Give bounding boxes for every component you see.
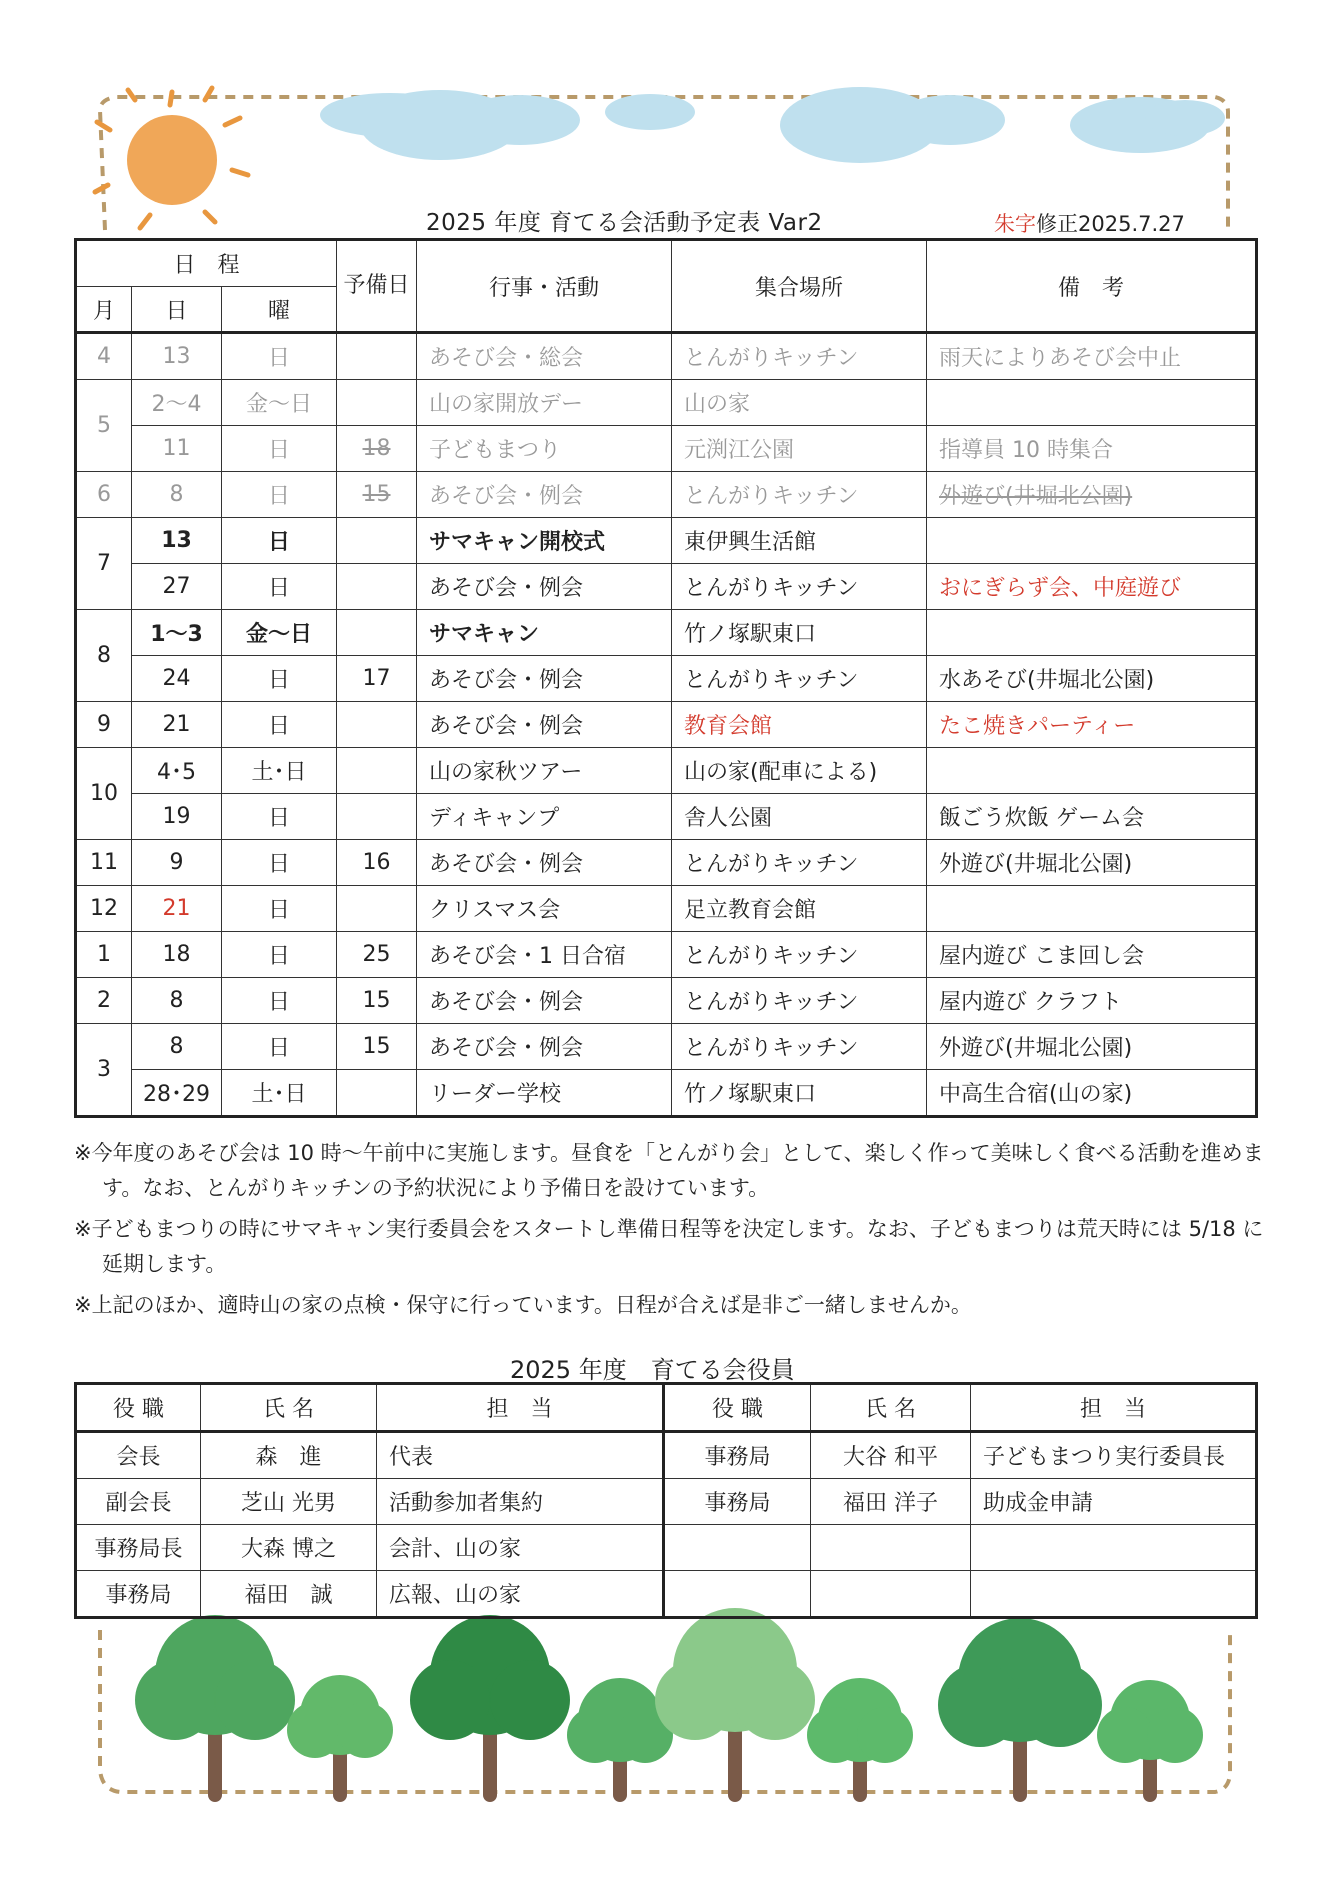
name-cell <box>811 1571 971 1618</box>
place-cell: とんがりキッチン <box>672 840 927 886</box>
day-cell: 8 <box>132 978 222 1024</box>
footnote: ※上記のほか、適時山の家の点検・保守に行っています。日程が合えば是非ご一緒しませんか。 <box>74 1293 972 1317</box>
duty-cell: 活動参加者集約 <box>377 1479 664 1525</box>
role-cell <box>664 1525 811 1571</box>
table-row <box>76 886 1257 932</box>
header-duty: 担 当 <box>377 1384 664 1432</box>
header-event: 行事・活動 <box>417 240 672 333</box>
day-cell: 28･29 <box>132 1070 222 1117</box>
table-row <box>76 932 1257 978</box>
event-cell: あそび会・例会 <box>417 840 672 886</box>
name-cell: 福田 誠 <box>201 1571 377 1618</box>
duty-cell: 広報、山の家 <box>377 1571 664 1618</box>
event-cell: あそび会・例会 <box>417 564 672 610</box>
weekday-cell: 金〜日 <box>222 610 337 656</box>
sun-icon <box>95 88 248 228</box>
name-cell: 福田 洋子 <box>811 1479 971 1525</box>
day-cell: 21 <box>132 702 222 748</box>
note-cell: 指導員 10 時集合 <box>927 426 1257 472</box>
header-place: 集合場所 <box>672 240 927 333</box>
name-cell: 大谷 和平 <box>811 1432 971 1479</box>
revision-red-label: 朱字 <box>994 212 1036 236</box>
reserve-cell <box>337 886 417 932</box>
note-cell <box>927 610 1257 656</box>
officers-title: 2025 年度 育てる会役員 <box>510 1356 795 1384</box>
day-cell: 9 <box>132 840 222 886</box>
header-name: 氏 名 <box>811 1384 971 1432</box>
duty-cell: 代表 <box>377 1432 664 1479</box>
event-cell: サマキャン <box>417 610 672 656</box>
place-cell: 舎人公園 <box>672 794 927 840</box>
event-cell: 子どもまつり <box>417 426 672 472</box>
event-cell: サマキャン開校式 <box>417 518 672 564</box>
weekday-cell: 日 <box>222 472 337 518</box>
event-cell: ディキャンプ <box>417 794 672 840</box>
weekday-cell: 土･日 <box>222 1070 337 1117</box>
day-cell: 24 <box>132 656 222 702</box>
weekday-cell: 日 <box>222 886 337 932</box>
weekday-cell: 日 <box>222 333 337 380</box>
table-row <box>76 1571 1257 1618</box>
header-month: 月 <box>76 287 132 333</box>
weekday-cell: 日 <box>222 794 337 840</box>
table-row <box>76 1525 1257 1571</box>
reserve-cell <box>337 702 417 748</box>
note-cell: 外遊び(井堀北公園) <box>927 472 1257 518</box>
place-cell: とんがりキッチン <box>672 932 927 978</box>
header-reserve: 予備日 <box>337 240 417 333</box>
reserve-cell <box>337 518 417 564</box>
place-cell: 山の家 <box>672 380 927 426</box>
note-cell: 屋内遊び クラフト <box>927 978 1257 1024</box>
day-cell: 11 <box>132 426 222 472</box>
weekday-cell: 日 <box>222 518 337 564</box>
header-day: 日 <box>132 287 222 333</box>
duty-cell: 助成金申請 <box>971 1479 1257 1525</box>
day-cell: 8 <box>132 472 222 518</box>
duty-cell: 子どもまつり実行委員長 <box>971 1432 1257 1479</box>
footnote: ※今年度のあそび会は 10 時〜午前中に実施します。昼食を「とんがり会」として、楽しく作って美味しく食べる活動を進めます。なお、とんがりキッチンの予約状況により予備日を設けています。 <box>74 1141 1264 1200</box>
table-row <box>76 564 1257 610</box>
table-row <box>76 1479 1257 1525</box>
day-cell: 1〜3 <box>132 610 222 656</box>
note-cell: 外遊び(井堀北公園) <box>927 840 1257 886</box>
event-cell: あそび会・例会 <box>417 656 672 702</box>
note-cell <box>927 886 1257 932</box>
month-cell: 7 <box>76 518 132 610</box>
place-cell: とんがりキッチン <box>672 333 927 380</box>
name-cell <box>811 1525 971 1571</box>
table-row <box>76 1024 1257 1070</box>
header-role: 役 職 <box>664 1384 811 1432</box>
day-cell: 2〜4 <box>132 380 222 426</box>
reserve-cell: 16 <box>337 840 417 886</box>
name-cell: 森 進 <box>201 1432 377 1479</box>
table-row <box>76 794 1257 840</box>
month-cell: 3 <box>76 1024 132 1117</box>
reserve-cell <box>337 333 417 380</box>
day-cell: 18 <box>132 932 222 978</box>
header-duty: 担 当 <box>971 1384 1257 1432</box>
month-cell: 6 <box>76 472 132 518</box>
weekday-cell: 金〜日 <box>222 380 337 426</box>
event-cell: あそび会・例会 <box>417 472 672 518</box>
name-cell: 大森 博之 <box>201 1525 377 1571</box>
revision-date: 修正2025.7.27 <box>1036 212 1185 236</box>
event-cell: 山の家秋ツアー <box>417 748 672 794</box>
day-cell: 13 <box>132 333 222 380</box>
place-cell: 東伊興生活館 <box>672 518 927 564</box>
note-cell: おにぎらず会、中庭遊び <box>927 564 1257 610</box>
day-cell: 21 <box>132 886 222 932</box>
event-cell: あそび会・例会 <box>417 702 672 748</box>
reserve-cell: 25 <box>337 932 417 978</box>
event-cell: あそび会・例会 <box>417 1024 672 1070</box>
month-cell: 9 <box>76 702 132 748</box>
table-row <box>76 333 1257 380</box>
role-cell: 事務局長 <box>76 1525 201 1571</box>
note-cell: 屋内遊び こま回し会 <box>927 932 1257 978</box>
place-cell: 竹ノ塚駅東口 <box>672 610 927 656</box>
footnote: ※子どもまつりの時にサマキャン実行委員会をスタートし準備日程等を決定します。なお、子どもまつりは荒天時には 5/18 に延期します。 <box>74 1217 1264 1276</box>
month-cell: 10 <box>76 748 132 840</box>
place-cell: とんがりキッチン <box>672 1024 927 1070</box>
reserve-cell: 15 <box>337 472 417 518</box>
duty-cell: 会計、山の家 <box>377 1525 664 1571</box>
weekday-cell: 日 <box>222 656 337 702</box>
weekday-cell: 日 <box>222 978 337 1024</box>
schedule-table <box>74 238 1258 1118</box>
table-row <box>76 610 1257 656</box>
event-cell: あそび会・1 日合宿 <box>417 932 672 978</box>
weekday-cell: 日 <box>222 932 337 978</box>
role-cell <box>664 1571 811 1618</box>
place-cell: とんがりキッチン <box>672 472 927 518</box>
role-cell: 事務局 <box>664 1432 811 1479</box>
event-cell: 山の家開放デー <box>417 380 672 426</box>
event-cell: あそび会・総会 <box>417 333 672 380</box>
weekday-cell: 日 <box>222 840 337 886</box>
month-cell: 2 <box>76 978 132 1024</box>
duty-cell <box>971 1525 1257 1571</box>
weekday-cell: 日 <box>222 564 337 610</box>
reserve-cell <box>337 380 417 426</box>
weekday-cell: 日 <box>222 426 337 472</box>
note-cell: 水あそび(井堀北公園) <box>927 656 1257 702</box>
weekday-cell: 日 <box>222 1024 337 1070</box>
table-row <box>76 702 1257 748</box>
reserve-cell <box>337 748 417 794</box>
table-row <box>76 1432 1257 1479</box>
header-notes: 備 考 <box>927 240 1257 333</box>
weekday-cell: 土･日 <box>222 748 337 794</box>
weekday-cell: 日 <box>222 702 337 748</box>
header-role: 役 職 <box>76 1384 201 1432</box>
event-cell: あそび会・例会 <box>417 978 672 1024</box>
note-cell: たこ焼きパーティー <box>927 702 1257 748</box>
footnotes <box>74 1136 1264 1329</box>
table-row <box>76 840 1257 886</box>
role-cell: 会長 <box>76 1432 201 1479</box>
reserve-cell <box>337 564 417 610</box>
place-cell: 教育会館 <box>672 702 927 748</box>
header-name: 氏 名 <box>201 1384 377 1432</box>
table-row <box>76 472 1257 518</box>
header-schedule: 日 程 <box>76 240 337 287</box>
month-cell: 5 <box>76 380 132 472</box>
place-cell: とんがりキッチン <box>672 564 927 610</box>
place-cell: 山の家(配車による) <box>672 748 927 794</box>
place-cell: 竹ノ塚駅東口 <box>672 1070 927 1117</box>
month-cell: 11 <box>76 840 132 886</box>
month-cell: 4 <box>76 333 132 380</box>
table-row <box>76 978 1257 1024</box>
table-row <box>76 748 1257 794</box>
reserve-cell: 15 <box>337 1024 417 1070</box>
reserve-cell: 15 <box>337 978 417 1024</box>
day-cell: 8 <box>132 1024 222 1070</box>
reserve-cell <box>337 794 417 840</box>
table-row <box>76 426 1257 472</box>
reserve-cell: 18 <box>337 426 417 472</box>
table-row <box>76 656 1257 702</box>
place-cell: とんがりキッチン <box>672 978 927 1024</box>
day-cell: 4･5 <box>132 748 222 794</box>
table-row <box>76 380 1257 426</box>
note-cell: 飯ごう炊飯 ゲーム会 <box>927 794 1257 840</box>
trees-illustration <box>135 1608 1203 1795</box>
note-cell: 中高生合宿(山の家) <box>927 1070 1257 1117</box>
place-cell: とんがりキッチン <box>672 656 927 702</box>
page-title: 2025 年度 育てる会活動予定表 Var2 <box>426 210 823 236</box>
place-cell: 足立教育会館 <box>672 886 927 932</box>
role-cell: 事務局 <box>664 1479 811 1525</box>
reserve-cell <box>337 1070 417 1117</box>
table-row <box>76 518 1257 564</box>
day-cell: 13 <box>132 518 222 564</box>
table-row <box>76 1070 1257 1117</box>
place-cell: 元渕江公園 <box>672 426 927 472</box>
note-cell: 外遊び(井堀北公園) <box>927 1024 1257 1070</box>
header-weekday: 曜 <box>222 287 337 333</box>
reserve-cell <box>337 610 417 656</box>
name-cell: 芝山 光男 <box>201 1479 377 1525</box>
note-cell: 雨天によりあそび会中止 <box>927 333 1257 380</box>
note-cell <box>927 380 1257 426</box>
reserve-cell: 17 <box>337 656 417 702</box>
month-cell: 12 <box>76 886 132 932</box>
event-cell: クリスマス会 <box>417 886 672 932</box>
note-cell <box>927 518 1257 564</box>
note-cell <box>927 748 1257 794</box>
duty-cell <box>971 1571 1257 1618</box>
role-cell: 事務局 <box>76 1571 201 1618</box>
day-cell: 19 <box>132 794 222 840</box>
month-cell: 8 <box>76 610 132 702</box>
event-cell: リーダー学校 <box>417 1070 672 1117</box>
day-cell: 27 <box>132 564 222 610</box>
officers-table <box>74 1382 1258 1619</box>
month-cell: 1 <box>76 932 132 978</box>
revision-note <box>994 208 1185 238</box>
role-cell: 副会長 <box>76 1479 201 1525</box>
